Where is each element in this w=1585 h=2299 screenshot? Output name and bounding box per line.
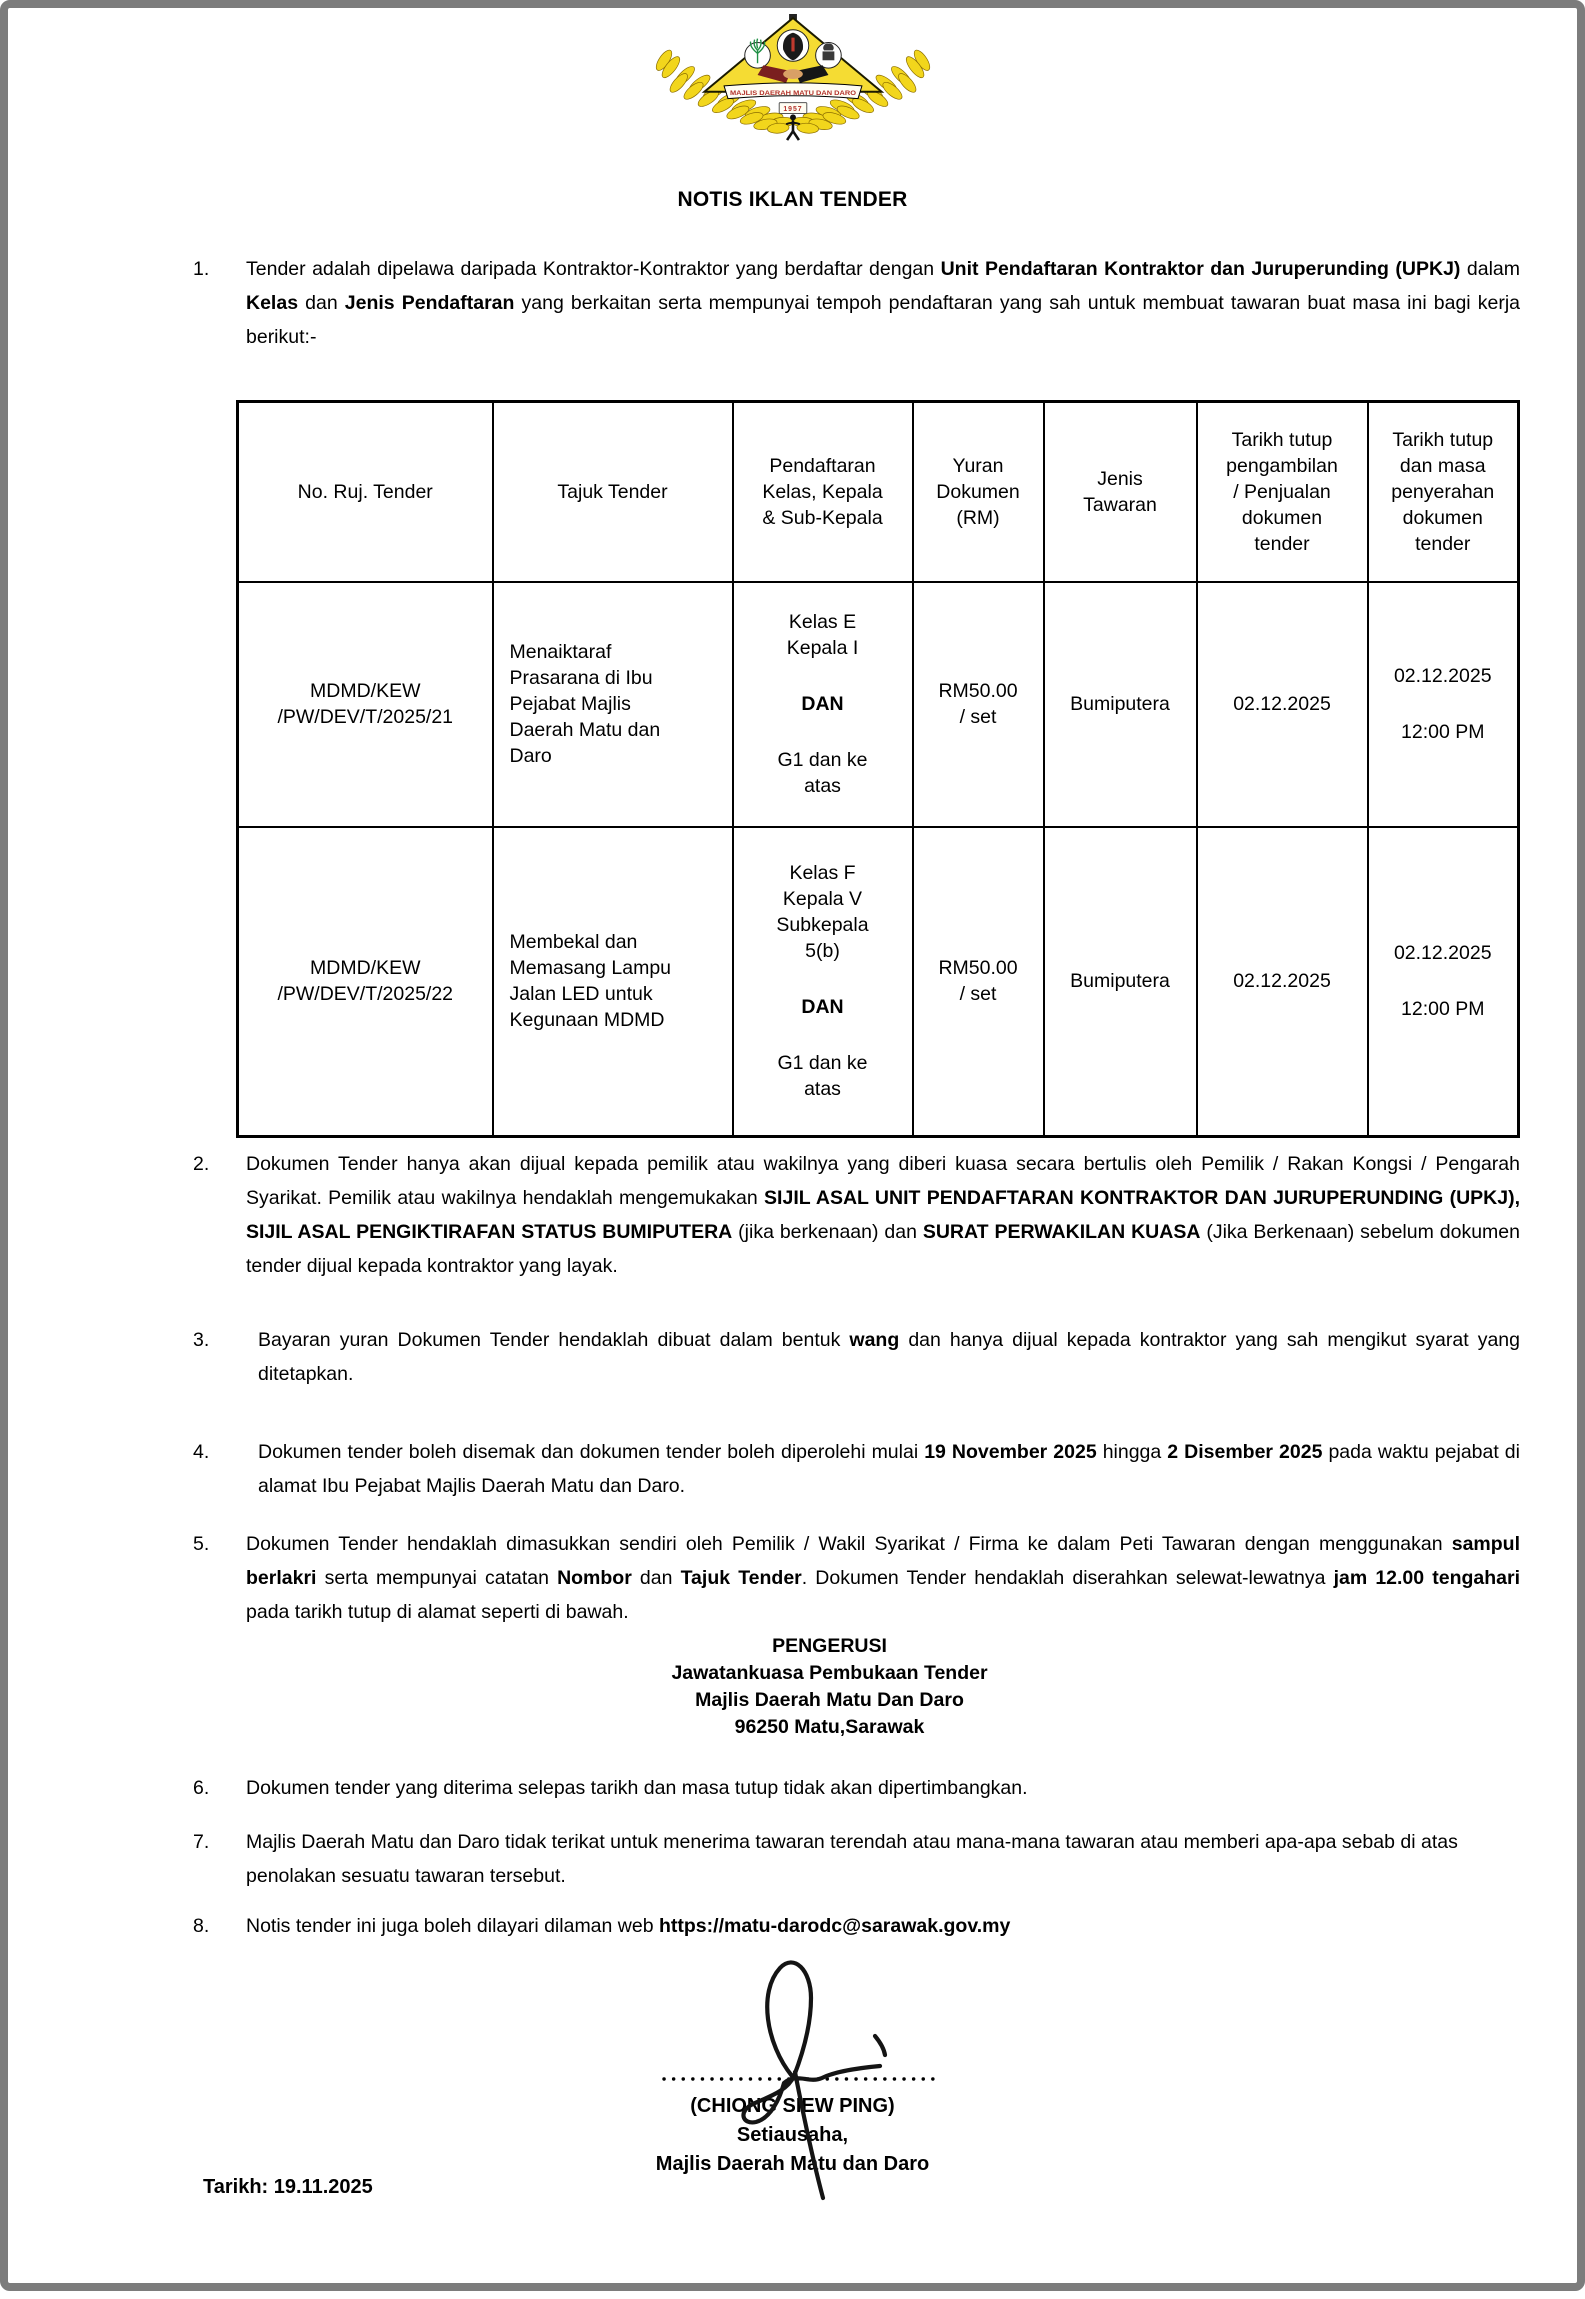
table-cell: [1197, 582, 1368, 827]
bold-text-run: sampul berlakri: [246, 1533, 1520, 1589]
address-line: Jawatankuasa Pembukaan Tender: [671, 1662, 988, 1684]
cell-line: [740, 717, 906, 747]
text-run: Dokumen Tender hanya akan dijual kepada pemilik atau wakilnya yang diberi kuasa secara bertulis oleh Pemilik / Rakan Kongsi / Pengarah Syarikat. Pemilik atau wakilnya hendaklah mengemukakan: [246, 1153, 1520, 1209]
cell-line: RM50.00: [938, 957, 1018, 980]
cell-line: Subkepala: [776, 914, 869, 937]
tender-table-header: [238, 402, 1519, 582]
table-cell: [1197, 827, 1368, 1137]
item-number: 7.: [193, 1831, 210, 1853]
cell-line: 5(b): [805, 940, 840, 963]
document-date: Tarikh: 19.11.2025: [203, 2176, 373, 2198]
cell-line: penyerahan: [1391, 480, 1495, 503]
item-number: 1.: [193, 258, 210, 280]
cell-line: / set: [959, 706, 997, 728]
cell-line: 02.12.2025: [1233, 970, 1331, 993]
crest-year-text: 1957: [782, 106, 803, 114]
cell-line: Kelas, Kepala: [762, 480, 883, 503]
cell-line: DAN: [801, 693, 844, 715]
bold-text-run: Nombor: [557, 1567, 632, 1589]
address-line: PENGERUSI: [772, 1635, 887, 1657]
item-number: 4.: [193, 1441, 210, 1463]
cell-line: Pejabat Majlis: [509, 693, 631, 715]
text-run: dalam: [1460, 258, 1520, 280]
table-header-cell: [913, 402, 1044, 582]
table-cell: [1368, 582, 1519, 827]
cell-line: tender: [1415, 532, 1471, 555]
cell-line: dokumen: [1241, 506, 1323, 529]
numbered-item-2: [193, 1147, 1520, 1283]
text-run: Tender adalah dipelawa daripada Kontraktor-Kontraktor yang berdaftar dengan: [246, 258, 941, 280]
cell-line: [740, 661, 906, 691]
cell-line: Kelas F: [789, 862, 856, 885]
bold-text-run: 2 Disember 2025: [1167, 1441, 1323, 1463]
bold-text-run: jam 12.00 tengahari: [1333, 1567, 1520, 1589]
cell-line: G1 dan ke: [777, 1052, 868, 1075]
text-run: . Dokumen Tender hendaklah diserahkan selewat-lewatnya: [801, 1567, 1334, 1589]
text-run: Bayaran yuran Dokumen Tender hendaklah dibuat dalam bentuk: [258, 1329, 850, 1351]
paragraph-text: [246, 1527, 1520, 1629]
document-body-lower: [8, 1771, 1577, 1943]
signatory-role: Setiausaha,: [736, 2124, 849, 2146]
text-run: (Jika Berkenaan) sebelum dokumen tender dijual kepada kontraktor yang layak.: [246, 1221, 1520, 1277]
bold-text-run: SIJIL ASAL UNIT PENDAFTARAN KONTRAKTOR DAN JURUPERUNDING (UPKJ), SIJIL ASAL PENGIKTIRAFAN STATUS BUMIPUTERA: [246, 1187, 1521, 1243]
table-cell: [1368, 827, 1519, 1137]
table-header-cell: [733, 402, 913, 582]
paragraph-text: [246, 1909, 1520, 1943]
table-cell: [493, 827, 733, 1137]
table-cell: [238, 827, 493, 1137]
table-header-cell: [1368, 402, 1519, 582]
cell-line: 12:00 PM: [1401, 721, 1485, 743]
address-line: Majlis Daerah Matu Dan Daro: [695, 1689, 964, 1711]
cell-line: atas: [804, 775, 841, 797]
cell-line: / set: [959, 983, 997, 1006]
bold-text-run: Tajuk Tender: [680, 1567, 802, 1589]
text-run: yang berkaitan serta mempunyai tempoh pendaftaran yang sah untuk membuat tawaran buat masa ini bagi kerja berikut:-: [246, 292, 1520, 348]
text-run: (jika berkenaan) dan: [732, 1221, 923, 1243]
bold-text-run: https://matu-darodc@sarawak.gov.my: [659, 1915, 1011, 1937]
cell-line: dokumen: [1402, 506, 1483, 529]
crest-red-band: [791, 38, 794, 52]
table-header-cell: [493, 402, 733, 582]
bold-text-run: 19 November 2025: [924, 1441, 1097, 1463]
building-icon: [822, 43, 834, 60]
item-number: 6.: [193, 1777, 210, 1799]
table-row: [238, 582, 1519, 827]
table-row: [238, 827, 1519, 1137]
numbered-item-5: [193, 1527, 1520, 1629]
numbered-item-8: [193, 1909, 1520, 1943]
cell-line: Tarikh tutup: [1392, 428, 1494, 451]
numbered-item-1: [193, 252, 1520, 354]
cell-line: Kegunaan MDMD: [509, 1009, 665, 1032]
item-number: 5.: [193, 1533, 210, 1555]
bold-text-run: Jenis Pendaftaran: [344, 292, 515, 314]
cell-line: Daerah Matu dan: [509, 719, 661, 741]
cell-line: Prasarana di Ibu: [509, 667, 653, 689]
cell-line: Dokumen: [936, 480, 1020, 503]
tender-table-body: [238, 582, 1519, 1137]
cell-line: Bumiputera: [1070, 970, 1170, 993]
text-run: serta mempunyai catatan: [316, 1567, 558, 1589]
table-cell: [913, 582, 1044, 827]
text-run: Majlis Daerah Matu dan Daro tidak terikat untuk menerima tawaran terendah atau mana-mana tawaran atau memberi apa-apa sebab di atas penolakan sesuatu tawaran tersebut.: [246, 1831, 1458, 1887]
bold-text-run: Kelas: [246, 292, 299, 314]
cell-line: tender: [1254, 532, 1310, 555]
crest-icon: [654, 14, 932, 142]
bold-text-run: wang: [849, 1329, 900, 1351]
cell-line: Memasang Lampu: [509, 957, 672, 980]
cell-line: / Penjualan: [1233, 480, 1331, 503]
paragraph-text: [246, 1147, 1520, 1283]
cell-line: Tajuk Tender: [557, 480, 668, 503]
cell-line: Kepala I: [786, 637, 859, 659]
table-cell: [733, 582, 913, 827]
signatory-name: (CHIONG SIEW PING): [690, 2095, 895, 2117]
cell-line: Jalan LED untuk: [509, 983, 653, 1006]
text-run: Notis tender ini juga boleh dilayari dilaman web: [246, 1915, 659, 1937]
table-cell: [913, 827, 1044, 1137]
table-cell: [733, 827, 913, 1137]
table-cell: [1044, 582, 1197, 827]
text-run: Dokumen tender yang diterima selepas tarikh dan masa tutup tidak akan dipertimbangkan.: [246, 1777, 1028, 1799]
cell-line: pengambilan: [1226, 454, 1338, 477]
numbered-item-3: [193, 1323, 1520, 1391]
item-number: 2.: [193, 1153, 210, 1175]
bold-text-run: SURAT PERWAKILAN KUASA: [922, 1221, 1201, 1243]
signatory-organization: Majlis Daerah Matu dan Daro: [655, 2153, 930, 2175]
cell-line: MDMD/KEW: [310, 680, 421, 702]
cell-line: MDMD/KEW: [310, 957, 421, 980]
paragraph-text: [246, 1825, 1520, 1893]
crest-banner-text: MAJLIS DAERAH MATU DAN DARO: [729, 90, 856, 98]
cell-line: Pendaftaran: [769, 454, 876, 477]
cell-line: [740, 1020, 906, 1050]
cell-line: Tawaran: [1083, 493, 1157, 516]
bold-text-run: Unit Pendaftaran Kontraktor dan Juruperunding (UPKJ): [940, 258, 1461, 280]
text-run: Dokumen tender boleh disemak dan dokumen tender boleh diperolehi mulai: [258, 1441, 925, 1463]
cell-line: (RM): [956, 506, 1000, 529]
cell-line: [1375, 966, 1512, 996]
cell-line: G1 dan ke: [777, 749, 868, 771]
table-header-cell: [238, 402, 493, 582]
cell-line: Menaiktaraf: [509, 641, 612, 663]
table-cell: [238, 582, 493, 827]
tender-table: [236, 400, 1520, 1138]
paragraph-text: [246, 1435, 1520, 1503]
cell-line: 12:00 PM: [1401, 998, 1485, 1021]
cell-line: DAN: [801, 996, 844, 1019]
table-header-cell: [1044, 402, 1197, 582]
table-cell: [1044, 827, 1197, 1137]
signature-block: [8, 2092, 1577, 2179]
paragraph-text: [246, 1771, 1520, 1805]
cell-line: 02.12.2025: [1233, 693, 1331, 715]
address-line: 96250 Matu,Sarawak: [734, 1716, 925, 1738]
table-header-cell: [1197, 402, 1368, 582]
cell-line: No. Ruj. Tender: [297, 480, 433, 503]
cell-line: /PW/DEV/T/2025/21: [277, 706, 454, 728]
paragraph-text: [246, 1323, 1520, 1391]
document-body: [8, 252, 1577, 1629]
cell-line: Yuran: [952, 454, 1004, 477]
cell-line: & Sub-Kepala: [762, 506, 883, 529]
text-run: pada waktu pejabat di alamat Ibu Pejabat Majlis Daerah Matu dan Daro.: [258, 1441, 1520, 1497]
text-run: dan hanya dijual kepada kontraktor yang sah mengikut syarat yang ditetapkan.: [258, 1329, 1520, 1385]
text-run: Dokumen Tender hendaklah dimasukkan sendiri oleh Pemilik / Wakil Syarikat / Firma ke dalam Peti Tawaran dengan menggunakan: [246, 1533, 1452, 1555]
cell-line: Jenis: [1097, 467, 1143, 490]
text-run: pada tarikh tutup di alamat seperti di bawah.: [246, 1601, 629, 1623]
cell-line: Tarikh tutup: [1231, 428, 1333, 451]
numbered-item-7: [193, 1825, 1520, 1893]
text-run: dan: [298, 292, 345, 314]
handshake-hands: [783, 69, 803, 79]
numbered-item-6: [193, 1771, 1520, 1805]
table-cell: [493, 582, 733, 827]
cell-line: /PW/DEV/T/2025/22: [277, 983, 454, 1006]
numbered-item-4: [193, 1435, 1520, 1503]
text-run: hingga: [1096, 1441, 1168, 1463]
chairman-address-block: [45, 1633, 1585, 1741]
cell-line: Bumiputera: [1070, 693, 1170, 715]
cell-line: [740, 964, 906, 994]
cell-line: 02.12.2025: [1393, 665, 1492, 687]
cell-line: dan masa: [1399, 454, 1486, 477]
cell-line: 02.12.2025: [1393, 942, 1492, 965]
cell-line: Kepala V: [782, 888, 863, 911]
council-crest-logo: [654, 14, 932, 142]
text-run: dan: [631, 1567, 681, 1589]
cell-line: RM50.00: [938, 680, 1018, 702]
item-number: 8.: [193, 1915, 210, 1937]
cell-line: Kelas E: [788, 611, 857, 633]
cell-line: Daro: [509, 745, 552, 767]
cell-line: Membekal dan: [509, 931, 638, 954]
cell-line: [1375, 689, 1512, 719]
item-number: 3.: [193, 1329, 210, 1351]
cell-line: atas: [804, 1078, 841, 1101]
page-title: NOTIS IKLAN TENDER: [677, 188, 908, 211]
paragraph-text: [246, 252, 1520, 354]
